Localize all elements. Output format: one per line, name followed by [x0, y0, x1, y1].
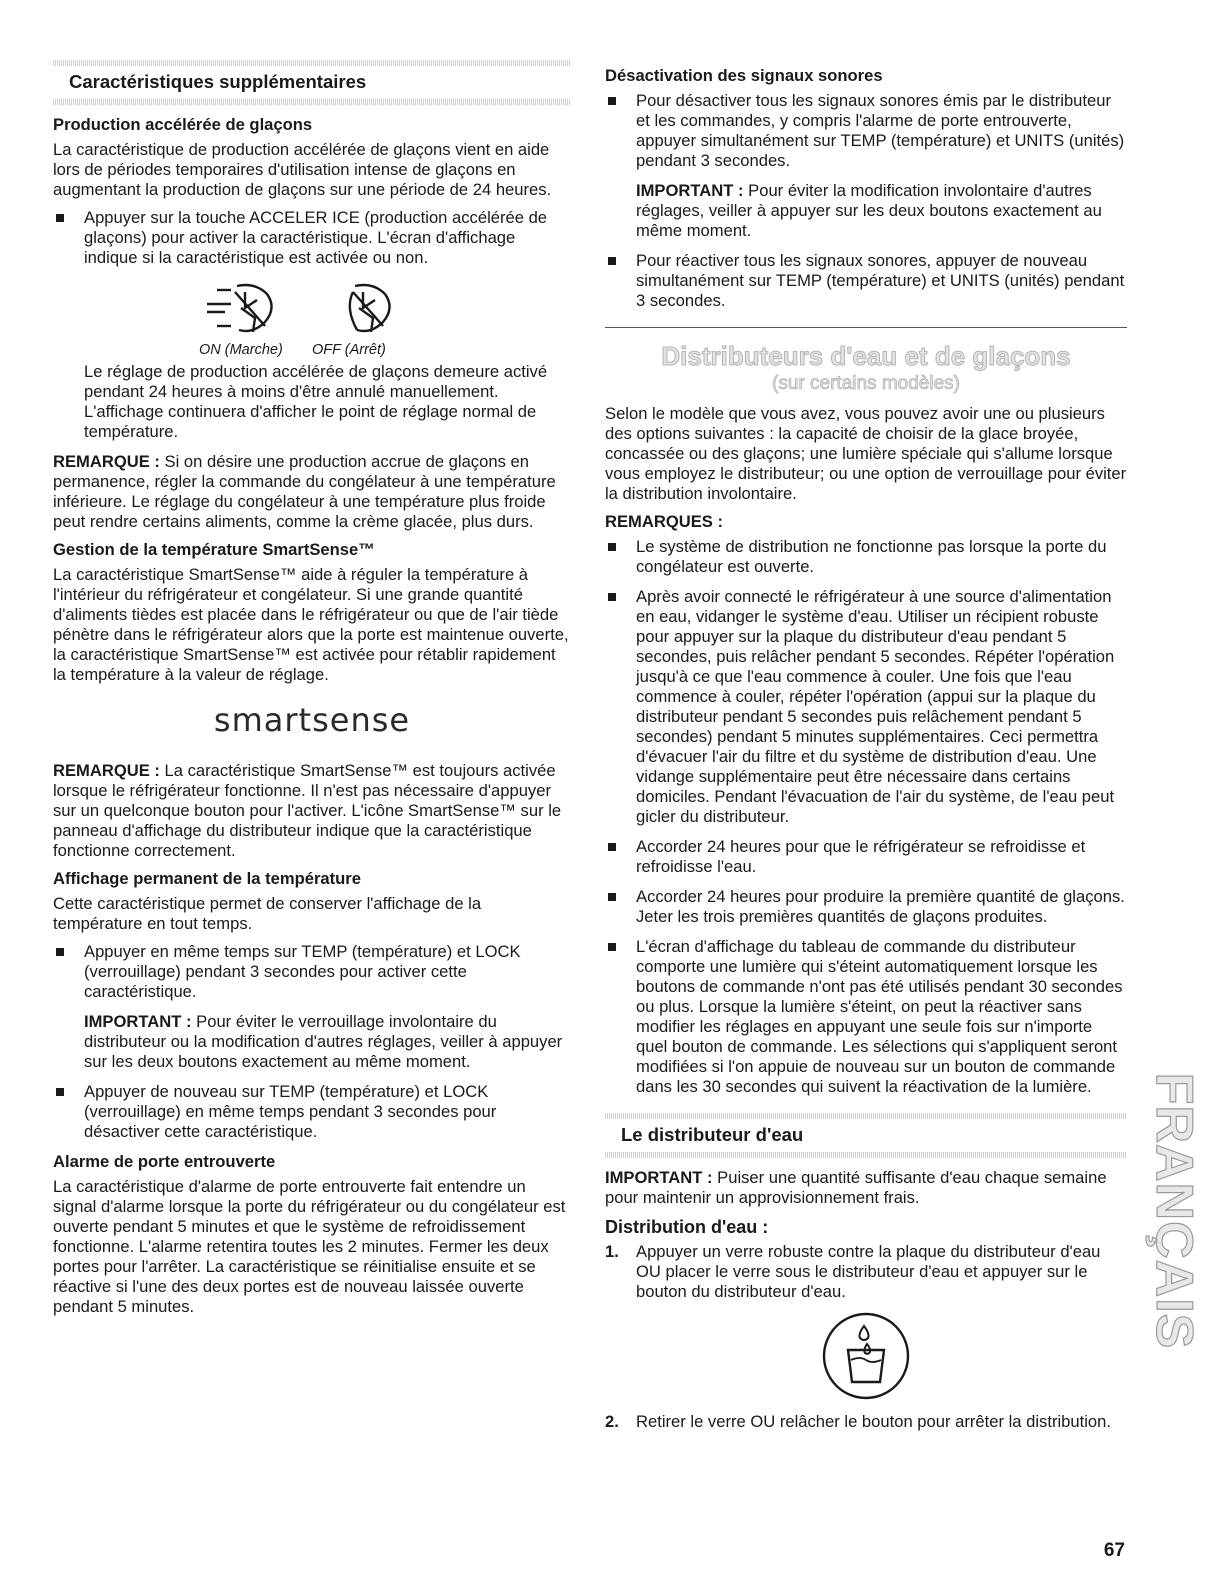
- smartsense-logo: smartsense: [213, 701, 411, 739]
- remarks-heading: REMARQUES :: [605, 512, 724, 531]
- remark-item: Après avoir connecté le réfrigérateur à une source d'alimentation en eau, vidanger le système d'eau. Utiliser un récipient robuste pour appuyer sur la plaque du distributeur d'eau pendant 5 secondes, puis relâcher pendant 5 secondes. Répéter l'opération jusqu'à ce que l'eau commence à couler. Une fois que l'eau commence à couler, répéter l'opération (appui sur la plaque du distributeur pendant 5 secondes puis relâchement pendant 5 secondes) pendant 5 minutes supplémentaires. Ceci permettra d'évacuer l'air du filtre et du système de distribution d'eau. Une vidange supplémentaire peut être nécessaire dans certains domiciles. Pendant l'évacuation de l'air du système, de l'eau peut gicler du distributeur.: [605, 587, 1127, 827]
- sounds-important: IMPORTANT : Pour éviter la modification involontaire d'autres réglages, veiller à appuyer sur les deux boutons exactement au même moment.: [636, 181, 1102, 240]
- off-label: OFF (Arrêt): [312, 342, 386, 358]
- left-column: [53, 60, 571, 1325]
- ice-heading: Production accélérée de glaçons: [53, 115, 313, 134]
- temp-display-bullet-2: Appuyer de nouveau sur TEMP (température) et LOCK (verrouillage) en même temps pendant 3 secondes pour désactiver cette caractéristique.: [53, 1082, 571, 1142]
- water-dispenser-icon: [605, 1310, 1127, 1402]
- page-number: 67: [1103, 1540, 1125, 1561]
- on-label: ON (Marche): [199, 342, 283, 358]
- sounds-bullet-1: Pour désactiver tous les signaux sonores émis par le distributeur et les commandes, y compris l'alarme de porte entrouverte, appuyer simultanément sur TEMP (température) et UNITS (unités) pendant 3 secondes.: [605, 91, 1127, 171]
- remark-item: Accorder 24 heures pour que le réfrigérateur se refroidisse et refroidisse l'eau.: [605, 837, 1127, 877]
- ice-icons: [53, 278, 571, 362]
- ice-followup: Le réglage de production accélérée de glaçons demeure activé pendant 24 heures à moins d'être annulé manuellement. L'affichage continuera d'afficher le point de réglage normal de température.: [84, 362, 548, 441]
- water-section-title: Le distributeur d'eau: [605, 1119, 1127, 1152]
- water-important: IMPORTANT : Puiser une quantité suffisante d'eau chaque semaine pour maintenir un approvisionnement frais.: [605, 1168, 1107, 1207]
- accel-ice-on-icon: [205, 278, 279, 340]
- section-header: [53, 60, 571, 105]
- door-alarm-heading: Alarme de porte entrouverte: [53, 1152, 276, 1171]
- section-title: Caractéristiques supplémentaires: [53, 66, 571, 99]
- dispensers-subtitle: (sur certains modèles): [772, 373, 960, 394]
- ice-bullet: Appuyer sur la touche ACCELER ICE (production accélérée de glaçons) pour activer la caractéristique. L'écran d'affichage indique si la caractéristique est activée ou non.: [53, 208, 571, 268]
- remark-item: Le système de distribution ne fonctionne pas lorsque la porte du congélateur est ouverte.: [605, 537, 1127, 577]
- divider: [605, 327, 1127, 328]
- water-dist-heading: Distribution d'eau :: [605, 1217, 769, 1237]
- smartsense-intro: La caractéristique SmartSense™ aide à réguler la température à l'intérieur du réfrigérateur et congélateur. Si une grande quantité d'aliments tièdes est placée dans le réfrigérateur ou que de l'air tiède pénètre dans le réfrigérateur alors que la porte est maintenue ouverte, la caractéristique SmartSense™ est activée pour rétablir rapidement la température à la valeur de réglage.: [53, 565, 569, 684]
- temp-display-bullet-1: Appuyer en même temps sur TEMP (température) et LOCK (verrouillage) pendant 3 secondes pour activer cette caractéristique.: [53, 942, 571, 1002]
- smartsense-remark: REMARQUE : La caractéristique SmartSense™ est toujours activée lorsque le réfrigérateur fonctionne. Il n'est pas nécessaire d'appuyer sur un quelconque bouton pour l'activer. L'icône SmartSense™ sur le panneau d'affichage du distributeur indique que la caractéristique fonctionne correctement.: [53, 761, 562, 860]
- smartsense-heading: Gestion de la température SmartSense™: [53, 540, 375, 559]
- door-alarm-text: La caractéristique d'alarme de porte entrouverte fait entendre un signal d'alarme lorsque la porte du réfrigérateur ou du congélateur est ouverte pendant 5 minutes et que le système de refroidissement fonctionne. L'alarme retentira toutes les 2 minutes. Fermer les deux portes pour l'arrêter. La caractéristique se réinitialise ensuite et se réactive si l'une des deux portes est de nouveau laissée ouverte pendant 5 minutes.: [53, 1177, 566, 1316]
- remark-item: Accorder 24 heures pour produire la première quantité de glaçons. Jeter les trois premières quantités de glaçons produites.: [605, 887, 1127, 927]
- temp-display-intro: Cette caractéristique permet de conserver l'affichage de la température en tout temps.: [53, 894, 482, 933]
- dispensers-intro: Selon le modèle que vous avez, vous pouvez avoir une ou plusieurs des options suivantes : la capacité de choisir de la glace broyée, concassée ou des glaçons; une lumière spéciale qui s'allume lorsque vous employez le distributeur; ou une option de verrouillage pour éviter la distribution involontaire.: [605, 404, 1127, 503]
- right-column: [605, 60, 1127, 1440]
- sounds-heading: Désactivation des signaux sonores: [605, 66, 883, 85]
- accel-ice-off-icon: [343, 278, 399, 340]
- temp-display-heading: Affichage permanent de la température: [53, 869, 361, 888]
- water-section-header: [605, 1113, 1127, 1158]
- remark-item: L'écran d'affichage du tableau de commande du distributeur comporte une lumière qui s'éteint automatiquement lorsque les boutons de commande n'ont pas été utilisés pendant 30 secondes ou plus. Lorsque la lumière s'éteint, on peut la réactiver sans modifier les réglages en appuyant une seule fois sur n'importe quel bouton de commande. Les sélections qui s'appliquent seront modifiées si l'on appuie de nouveau sur un bouton de commande dans les 30 secondes qui suivent la réactivation de la lumière.: [605, 937, 1127, 1097]
- temp-display-important: IMPORTANT : Pour éviter le verrouillage involontaire du distributeur ou la modification d'autres réglages, veiller à appuyer sur les deux boutons exactement au même moment.: [84, 1012, 563, 1071]
- dispensers-title: Distributeurs d'eau et de glaçons: [661, 341, 1071, 371]
- ice-intro: La caractéristique de production accélérée de glaçons vient en aide lors de périodes temporaires d'utilisation intense de glaçons en augmentant la production de glaçons sur une période de 24 heures.: [53, 140, 552, 199]
- water-step-2: 2. Retirer le verre OU relâcher le bouton pour arrêter la distribution.: [605, 1412, 1111, 1431]
- water-step-1: 1. Appuyer un verre robuste contre la plaque du distributeur d'eau OU placer le verre sous le distributeur d'eau et appuyer sur le bouton du distributeur d'eau.: [605, 1242, 1101, 1301]
- language-side-tab: FRANÇAIS: [1138, 1082, 1210, 1340]
- sounds-bullet-2: Pour réactiver tous les signaux sonores, appuyer de nouveau simultanément sur TEMP (température) et UNITS (unités) pendant 3 secondes.: [605, 251, 1127, 311]
- ice-remark: REMARQUE : Si on désire une production accrue de glaçons en permanence, régler la commande du congélateur à une température inférieure. Le réglage du congélateur à une température plus froide peut rendre certains aliments, comme la crème glacée, plus durs.: [53, 452, 556, 531]
- glass-water-icon: [820, 1310, 912, 1402]
